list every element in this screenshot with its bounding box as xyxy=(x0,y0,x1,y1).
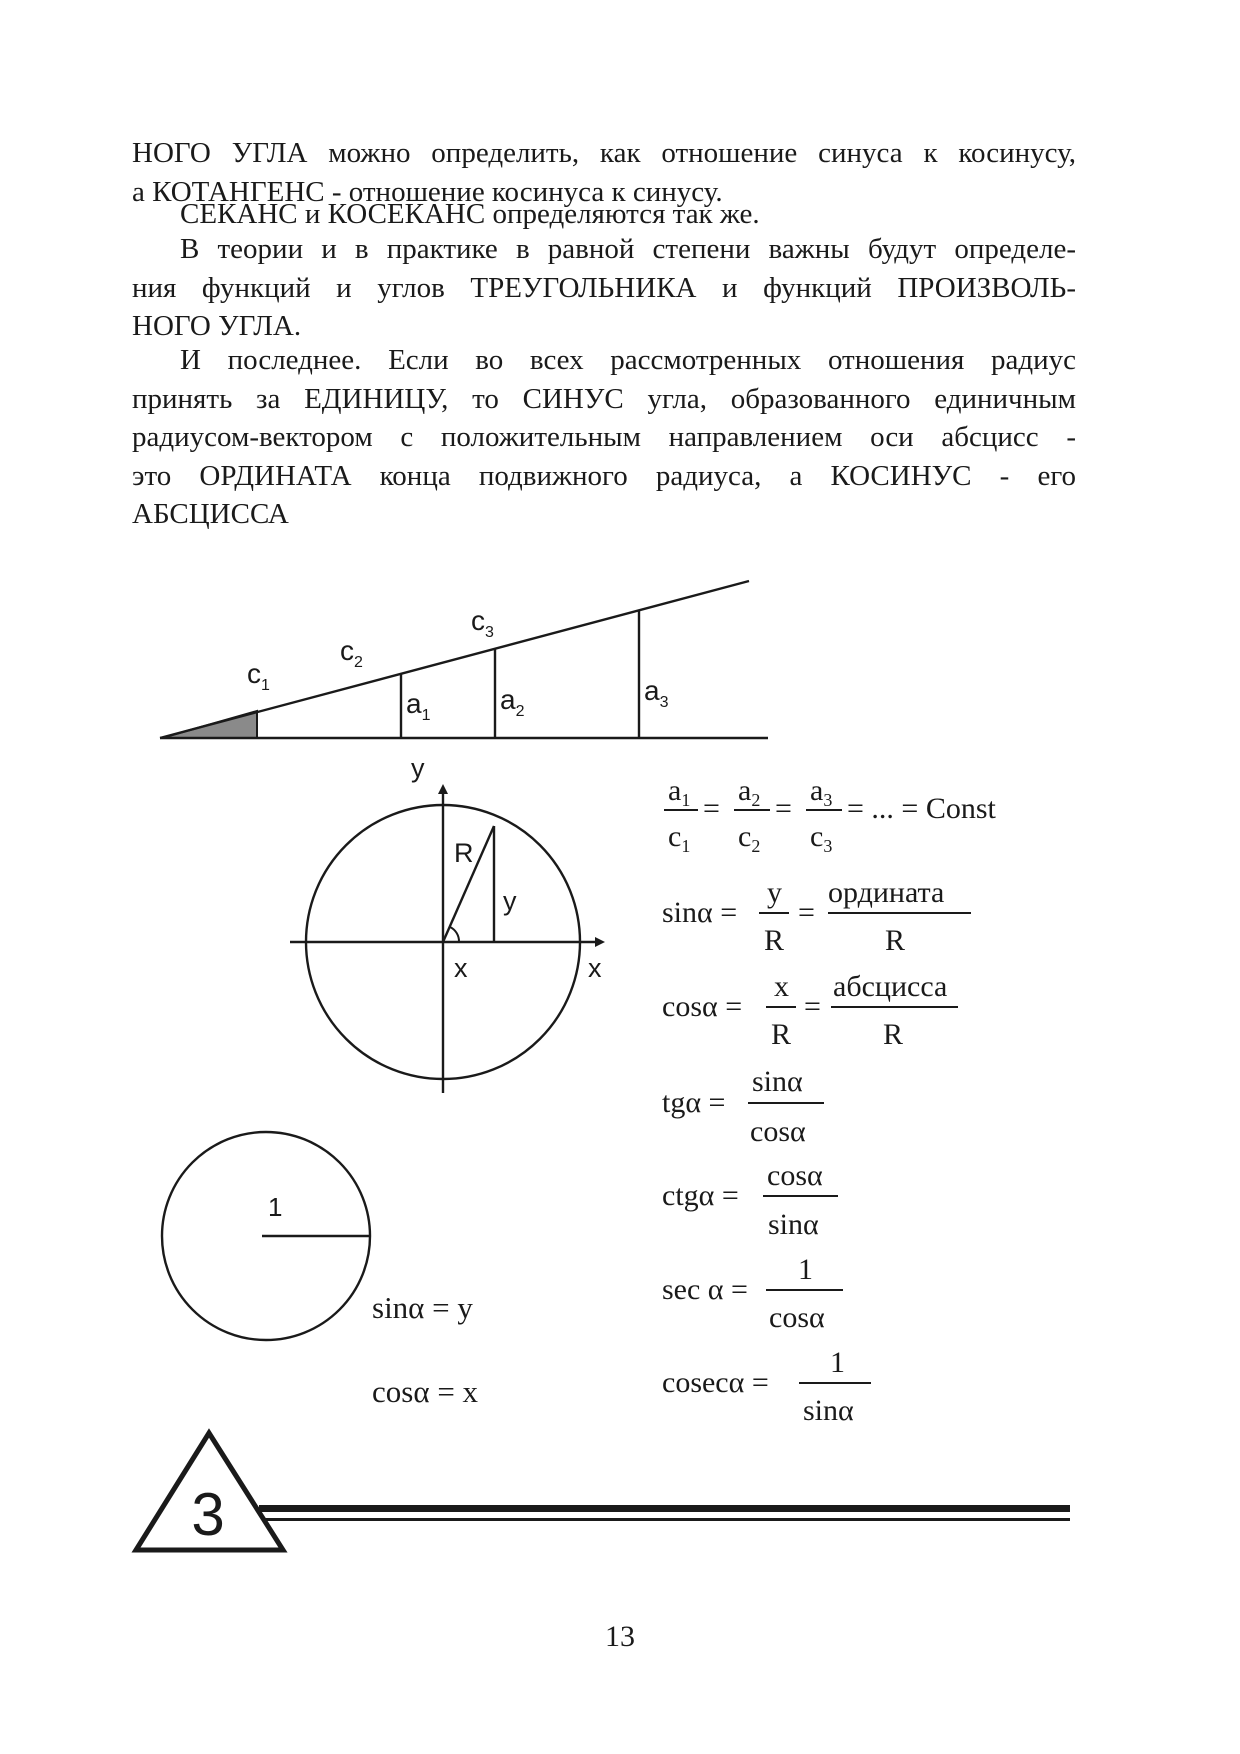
text-line: И последнее. Если во всех рассмотренных отношения радиус xyxy=(180,344,1076,376)
cos-formula xyxy=(662,970,958,1051)
sec-den: cosα xyxy=(769,1301,825,1334)
label-y-axis: y xyxy=(411,753,425,783)
text-line: НОГО УГЛА. xyxy=(132,310,302,342)
ratio-formula xyxy=(664,774,997,856)
cos-den2: R xyxy=(883,1018,904,1051)
section-divider xyxy=(136,1433,1070,1550)
unit-radius-label: 1 xyxy=(268,1192,283,1222)
tg-num: sinα xyxy=(752,1065,803,1098)
text-line: это ОРДИНАТА конца подвижного радиуса, а КОСИНУС - его xyxy=(132,459,1076,492)
frac-c3: $c_3$ xyxy=(810,820,833,856)
cos-den1: R xyxy=(771,1018,792,1051)
label-a3: $a_3$ xyxy=(644,675,669,711)
unit-circle-figure xyxy=(162,1132,370,1340)
rule-thin xyxy=(264,1518,1070,1521)
triangle-labels xyxy=(247,605,669,724)
cosec-den: sinα xyxy=(803,1394,854,1427)
label-y-leg: y xyxy=(503,886,517,916)
label-c2: $c_2$ xyxy=(340,635,363,671)
text-line: АБСЦИССА xyxy=(132,498,289,530)
label-a2: $a_2$ xyxy=(500,684,525,720)
cosec-formula xyxy=(662,1346,871,1427)
text-line: НОГО УГЛА можно определить, как отношение синуса к косинусу, xyxy=(132,137,1076,169)
ctg-formula xyxy=(662,1159,838,1241)
section-number: 3 xyxy=(191,1481,225,1548)
label-radius: R xyxy=(454,838,474,868)
frac-a3: $a_3$ xyxy=(810,774,833,810)
text-line: СЕКАНС и КОСЕКАНС определяются так же. xyxy=(180,198,760,230)
sin-lhs: sinα = xyxy=(662,896,738,929)
coordinate-circle-figure xyxy=(290,789,600,1093)
label-a1: $a_1$ xyxy=(406,688,431,724)
text-line: В теории и в практике в равной степени важны будут определе- xyxy=(180,233,1076,265)
ctg-lhs: ctgα = xyxy=(662,1179,739,1212)
sin-den1: R xyxy=(764,924,785,957)
equals: = xyxy=(703,792,720,825)
cosec-lhs: cosecα = xyxy=(662,1366,769,1399)
label-x-axis: x xyxy=(588,953,602,983)
angle-arc xyxy=(450,927,459,942)
text-line: а КОТАНГЕНС - отношение косинуса к синусу. xyxy=(132,175,723,208)
frac-a1: $a_1$ xyxy=(668,774,691,810)
cosec-num: 1 xyxy=(830,1346,845,1379)
sin-num1: y xyxy=(767,876,782,909)
tg-lhs: tgα = xyxy=(662,1086,726,1119)
sin-num2: ордината xyxy=(828,876,945,909)
cos-num2: абсцисса xyxy=(833,970,948,1003)
formulas xyxy=(662,774,997,1427)
equals: = xyxy=(804,990,821,1023)
label-x-leg: x xyxy=(454,953,468,983)
text-line: принять за ЕДИНИЦУ, то СИНУС угла, образованного единичным xyxy=(132,382,1076,415)
equals: = xyxy=(798,896,815,929)
text-line: радиусом-вектором с положительным направлением оси абсцисс - xyxy=(132,421,1076,453)
unit-sin-formula: sinα = y xyxy=(372,1290,473,1325)
cos-lhs: cosα = xyxy=(662,990,743,1023)
ctg-den: sinα xyxy=(768,1208,819,1241)
label-c3: $c_3$ xyxy=(471,605,494,641)
label-c1: $c_1$ xyxy=(247,658,270,694)
sec-num: 1 xyxy=(798,1253,813,1286)
const-tail: = ... = Const xyxy=(847,792,996,825)
tg-formula xyxy=(662,1065,824,1148)
ctg-num: cosα xyxy=(767,1159,823,1192)
frac-c1: $c_1$ xyxy=(668,820,691,856)
page-number: 13 xyxy=(605,1620,635,1653)
frac-c2: $c_2$ xyxy=(738,820,761,856)
sec-lhs: sec α = xyxy=(662,1273,748,1306)
cos-num1: x xyxy=(774,970,789,1003)
unit-cos-formula: cosα = x xyxy=(372,1374,479,1409)
sec-formula xyxy=(662,1253,843,1334)
rule-thick xyxy=(259,1505,1070,1512)
frac-a2: $a_2$ xyxy=(738,774,761,810)
sin-den2: R xyxy=(885,924,906,957)
tg-den: cosα xyxy=(750,1115,806,1148)
text-line: ния функций и углов ТРЕУГОЛЬНИКА и функций ПРОИЗВОЛЬ- xyxy=(132,271,1076,304)
sin-formula xyxy=(662,876,971,957)
circle-labels xyxy=(411,753,602,983)
equals: = xyxy=(775,792,792,825)
